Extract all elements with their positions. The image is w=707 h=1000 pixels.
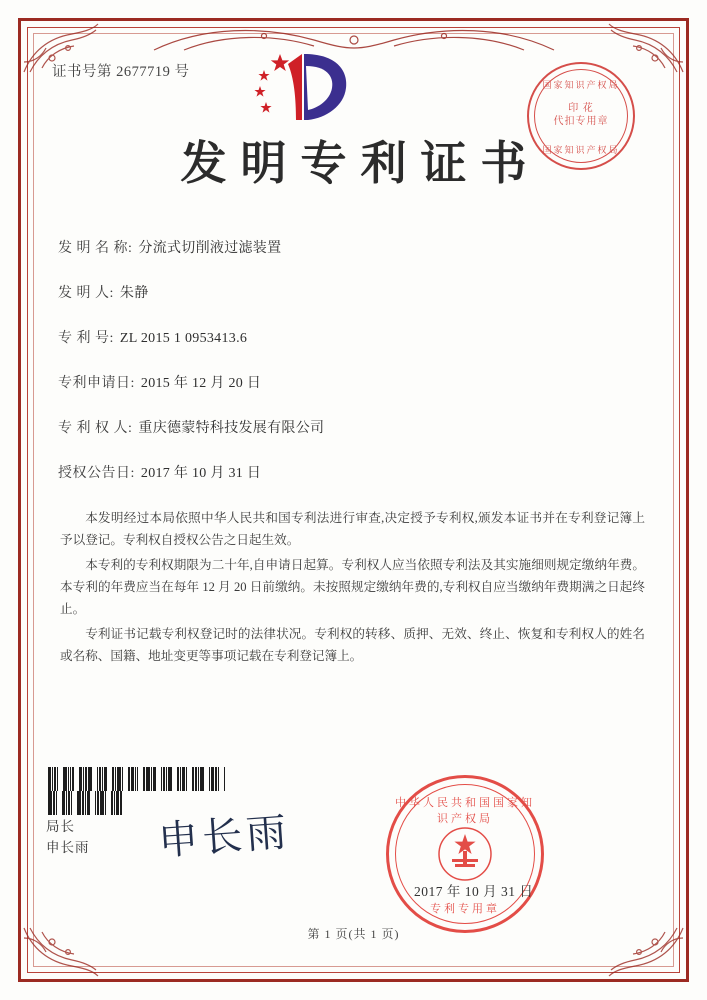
field-list	[48, 237, 659, 482]
official-patent-seal	[386, 775, 544, 933]
field-row	[58, 282, 659, 302]
field-label: 发 明 名 称:	[58, 241, 133, 256]
field-label: 授权公告日:	[58, 466, 135, 481]
field-row	[58, 237, 659, 257]
field-label: 专利申请日:	[58, 376, 135, 391]
field-value: 2015 年 12 月 20 日	[140, 376, 262, 391]
legal-paragraph: 本专利的专利权期限为二十年,自申请日起算。专利权人应当依照专利法及其实施细则规定缴纳年费。本专利的年费应当在每年 12 月 20 日前缴纳。未按照规定缴纳年费的,专利权自应当缴纳年费期满之日起终止。	[60, 558, 645, 616]
field-label: 专 利 号:	[58, 331, 114, 346]
signature-title: 局长	[46, 819, 75, 834]
field-row	[58, 372, 659, 392]
seal-arc-top-text: 中华人民共和国国家知识产权局	[395, 797, 535, 825]
field-label: 专 利 权 人:	[58, 421, 133, 436]
field-value: 重庆德蒙特科技发展有限公司	[138, 421, 325, 436]
page-footer: 第 1 页(共 1 页)	[307, 927, 400, 941]
grant-date: 2017 年 10 月 31 日	[414, 884, 534, 899]
patent-barcode	[48, 767, 226, 791]
seal-center-line2: 代扣专用章	[553, 116, 609, 127]
field-row	[58, 462, 659, 482]
national-emblem-icon	[437, 826, 493, 882]
field-value: 朱静	[119, 286, 149, 301]
legal-text	[48, 507, 659, 667]
seal-arc-top-text: 国家知识产权局	[542, 80, 620, 90]
field-value: 分流式切削液过滤装置	[138, 241, 282, 256]
page-title: 发明专利证书	[180, 136, 541, 190]
certificate-number: 证书号第 2677719 号	[52, 64, 190, 80]
seal-center-line1: 印 花	[568, 103, 594, 114]
field-row	[58, 327, 659, 347]
certificate-content	[48, 60, 659, 670]
legal-paragraph: 专利证书记载专利权登记时的法律状况。专利权的转移、质押、无效、终止、恢复和专利权人的姓名或名称、国籍、地址变更等事项记载在专利登记簿上。	[60, 627, 645, 663]
legal-paragraph: 本发明经过本局依照中华人民共和国专利法进行审查,决定授予专利权,颁发本证书并在专利登记簿上予以登记。专利权自授权公告之日起生效。	[60, 511, 645, 547]
seal-arc-bottom-text: 专利专用章	[430, 903, 500, 915]
signature-block	[46, 816, 90, 858]
seal-arc-bottom-text: 国家知识产权局	[542, 145, 620, 155]
field-value: 2017 年 10 月 31 日	[140, 466, 262, 481]
handwritten-signature: 申长雨	[156, 809, 292, 865]
signature-name: 申长雨	[46, 840, 90, 855]
field-row	[58, 417, 659, 437]
field-label: 发 明 人:	[58, 286, 114, 301]
field-value: ZL 2015 1 0953413.6	[119, 331, 248, 346]
